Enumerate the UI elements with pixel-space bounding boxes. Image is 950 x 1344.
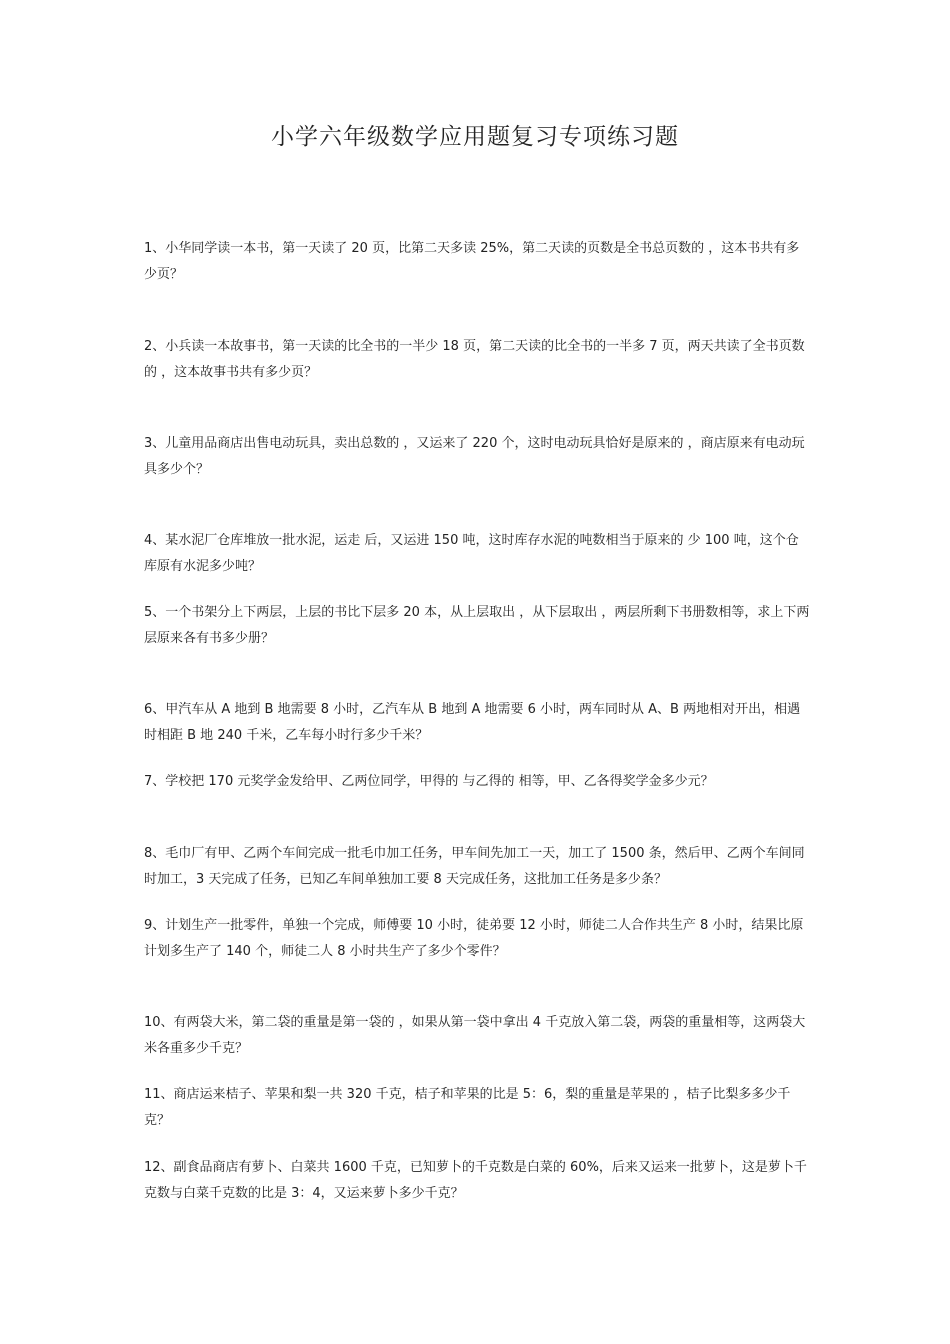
question-3: 3、儿童用品商店出售电动玩具，卖出总数的 ，又运来了 220 个，这时电动玩具恰好是原来的 ，商店原来有电动玩具多少个？ [144,436,805,477]
question-1: 1、小华同学读一本书，第一天读了 20 页，比第二天多读 25%，第二天读的页数是全书总页数的 ，这本书共有多少页？ [144,241,800,282]
question-11: 11、商店运来桔子、苹果和梨一共 320 千克，桔子和苹果的比是 5：6，梨的重量是苹果的 ，桔子比梨多多少千克？ [144,1087,791,1128]
question-2: 2、小兵读一本故事书，第一天读的比全书的一半少 18 页，第二天读的比全书的一半多 7 页，两天共读了全书页数的 ，这本故事书共有多少页？ [144,339,805,380]
question-8: 8、毛巾厂有甲、乙两个车间完成一批毛巾加工任务，甲车间先加工一天，加工了 1500 条，然后甲、乙两个车间同时加工，3 天完成了任务，已知乙车间单独加工要 8 天完成任务，这批加工任务是多少条？ [144,846,805,887]
question-6: 6、甲汽车从 A 地到 B 地需要 8 小时，乙汽车从 B 地到 A 地需要 6 小时，两车同时从 A、B 两地相对开出，相遇时相距 B 地 240 千米，乙车每小时行多少千米？ [144,702,801,743]
page-title: 小学六年级数学应用题复习专项练习题 [271,124,679,150]
question-10: 10、有两袋大米，第二袋的重量是第一袋的 ，如果从第一袋中拿出 4 千克放入第二袋，两袋的重量相等，这两袋大米各重多少千克？ [144,1015,806,1056]
question-5: 5、一个书架分上下两层，上层的书比下层多 20 本，从上层取出 ，从下层取出 ，两层所剩下书册数相等，求上下两层原来各有书多少册？ [144,605,810,646]
question-9: 9、计划生产一批零件，单独一个完成，师傅要 10 小时，徒弟要 12 小时，师徒二人合作共生产 8 小时，结果比原计划多生产了 140 个，师徒二人 8 小时共生产了多少个零件？ [144,918,804,959]
question-12: 12、副食品商店有萝卜、白菜共 1600 千克，已知萝卜的千克数是白菜的 60%，后来又运来一批萝卜，这是萝卜千克数与白菜千克数的比是 3：4，又运来萝卜多少千克？ [144,1160,807,1201]
question-7: 7、学校把 170 元奖学金发给甲、乙两位同学，甲得的 与乙得的 相等，甲、乙各得奖学金多少元？ [144,774,714,789]
question-4: 4、某水泥厂仓库堆放一批水泥，运走 后，又运进 150 吨，这时库存水泥的吨数相当于原来的 少 100 吨，这个仓库原有水泥多少吨？ [144,533,799,574]
